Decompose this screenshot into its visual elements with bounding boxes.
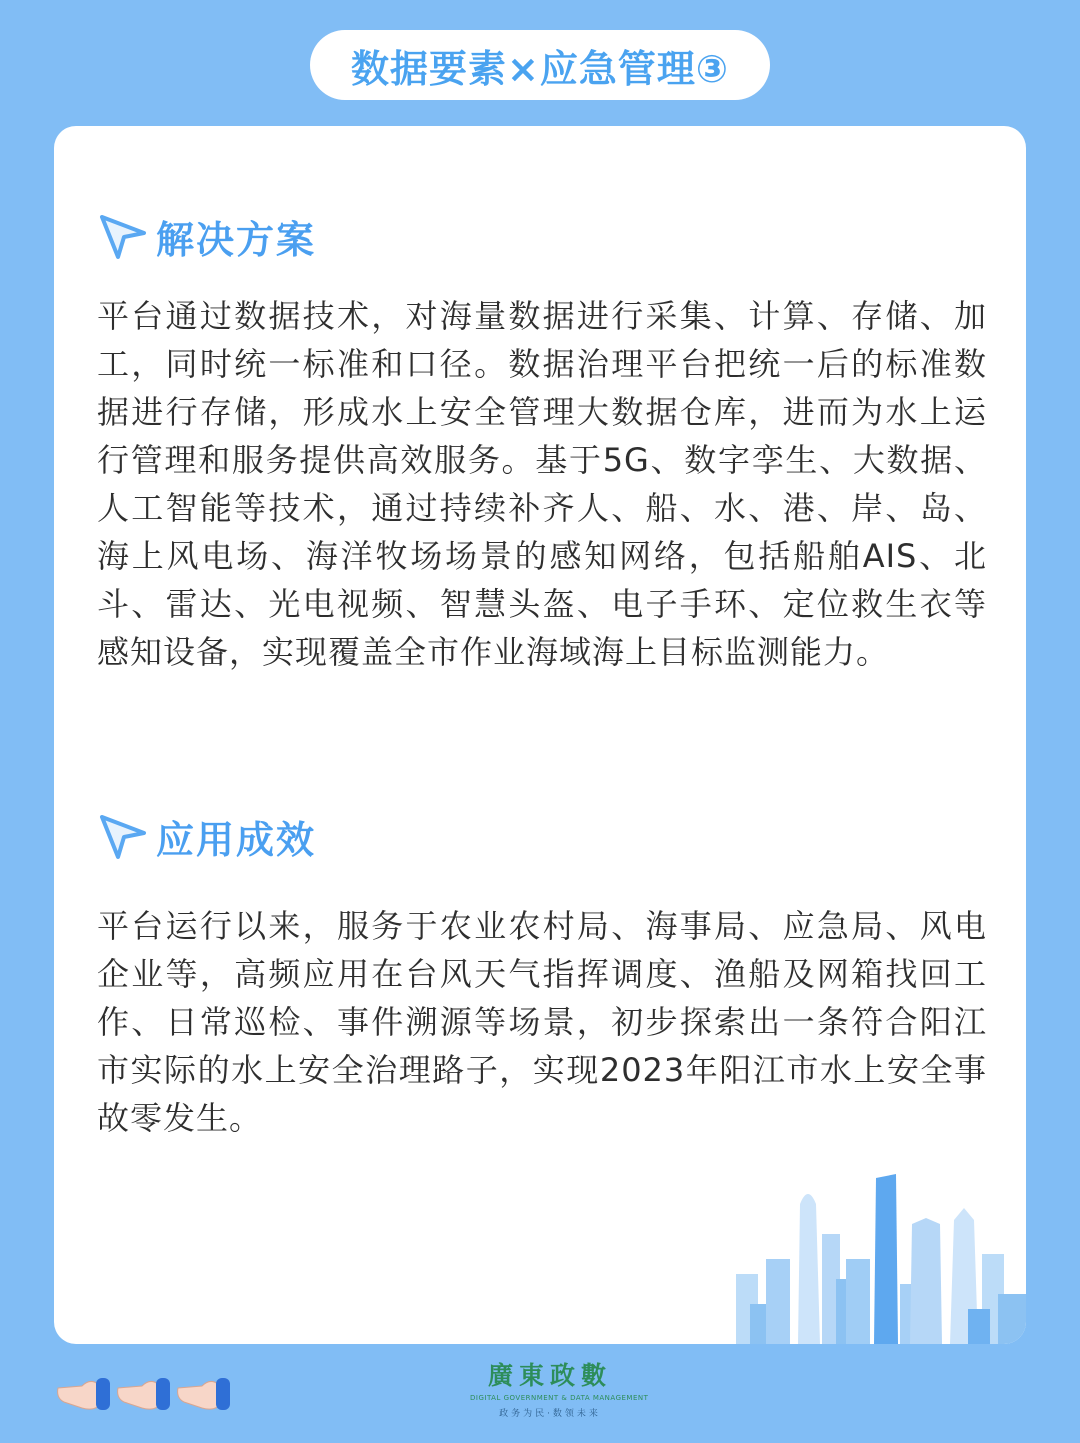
logo-slogan: 政务为民·数领未来: [499, 1409, 601, 1419]
paper-plane-icon: [96, 809, 150, 863]
logo-subtitle: DIGITAL GOVERNMENT & DATA MANAGEMENT: [470, 1394, 649, 1402]
title-pill: [310, 30, 770, 100]
logo-text: 廣東政數: [487, 1361, 612, 1390]
pointing-hands-decoration: [56, 1368, 236, 1418]
city-skyline-illustration: [736, 1164, 1026, 1344]
section-title: 应用成效: [156, 809, 316, 864]
logo: [470, 1356, 649, 1419]
paper-plane-icon: [96, 209, 150, 263]
pointing-hand-icon: [178, 1378, 230, 1410]
page-title: 数据要素×应急管理③: [350, 46, 729, 91]
pointing-hand-icon: [58, 1378, 110, 1410]
section-body-results: 平台运行以来，服务于农业农村局、海事局、应急局、风电企业等，高频应用在台风天气指挥调度、渔船及网箱找回工作、日常巡检、事件溯源等场景，初步探索出一条符合阳江市实际的水上安全治理路子，实现2023年阳江市水上安全事故零发生。: [97, 907, 987, 1137]
section-body-solution: 平台通过数据技术，对海量数据进行采集、计算、存储、加工，同时统一标准和口径。数据治理平台把统一后的标准数据进行存储，形成水上安全管理大数据仓库，进而为水上运行管理和服务提供高效服务。基于5G、数字孪生、大数据、人工智能等技术，通过持续补齐人、船、水、港、岸、岛、海上风电场、海洋牧场场景的感知网络，包括船舶AIS、北斗、雷达、光电视频、智慧头盔、电子手环、定位救生衣等感知设备，实现覆盖全市作业海域海上目标监测能力。: [97, 297, 987, 671]
section-heading-results: [96, 806, 316, 866]
section-heading-solution: [96, 206, 316, 266]
section-title: 解决方案: [156, 209, 316, 264]
pointing-hand-icon: [118, 1378, 170, 1410]
content-card: [54, 126, 1026, 1344]
